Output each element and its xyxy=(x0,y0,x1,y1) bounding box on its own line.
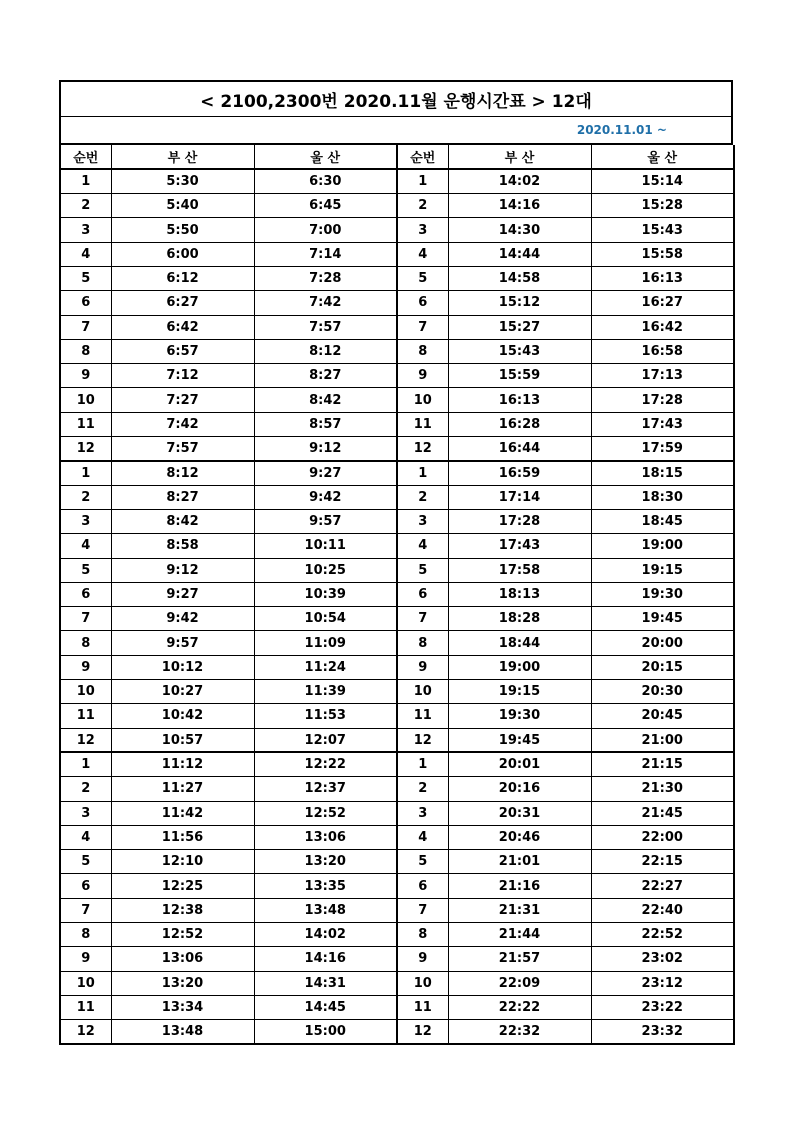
cell-seq-right: 3 xyxy=(397,218,448,242)
cell-ulsan-departure: 12:07 xyxy=(254,728,397,752)
cell-ulsan-departure-pm: 18:30 xyxy=(591,485,734,509)
cell-seq-left: 8 xyxy=(60,631,111,655)
cell-busan-departure-pm: 15:43 xyxy=(448,339,591,363)
cell-seq-left: 7 xyxy=(60,315,111,339)
table-row xyxy=(60,461,734,485)
cell-ulsan-departure-pm: 22:27 xyxy=(591,874,734,898)
cell-seq-left: 3 xyxy=(60,801,111,825)
cell-ulsan-departure: 9:12 xyxy=(254,437,397,461)
cell-ulsan-departure: 9:57 xyxy=(254,509,397,533)
cell-busan-departure: 6:57 xyxy=(111,339,254,363)
cell-busan-departure-pm: 21:01 xyxy=(448,850,591,874)
cell-busan-departure-pm: 16:13 xyxy=(448,388,591,412)
cell-seq-right: 8 xyxy=(397,631,448,655)
cell-busan-departure: 8:27 xyxy=(111,485,254,509)
cell-ulsan-departure: 14:31 xyxy=(254,971,397,995)
cell-seq-left: 11 xyxy=(60,412,111,436)
cell-seq-right: 12 xyxy=(397,728,448,752)
table-row xyxy=(60,777,734,801)
table-row xyxy=(60,995,734,1019)
cell-seq-right: 5 xyxy=(397,266,448,290)
cell-ulsan-departure: 10:54 xyxy=(254,607,397,631)
cell-busan-departure: 9:42 xyxy=(111,607,254,631)
cell-seq-right: 9 xyxy=(397,364,448,388)
cell-busan-departure: 12:52 xyxy=(111,923,254,947)
cell-ulsan-departure-pm: 22:00 xyxy=(591,825,734,849)
cell-busan-departure: 10:42 xyxy=(111,704,254,728)
cell-ulsan-departure: 7:42 xyxy=(254,291,397,315)
table-row xyxy=(60,752,734,776)
cell-ulsan-departure: 11:24 xyxy=(254,655,397,679)
cell-seq-right: 2 xyxy=(397,194,448,218)
cell-busan-departure: 13:48 xyxy=(111,1020,254,1044)
cell-seq-right: 4 xyxy=(397,242,448,266)
cell-seq-left: 7 xyxy=(60,898,111,922)
cell-ulsan-departure-pm: 16:27 xyxy=(591,291,734,315)
cell-seq-right: 11 xyxy=(397,995,448,1019)
cell-busan-departure: 13:06 xyxy=(111,947,254,971)
cell-busan-departure-pm: 21:16 xyxy=(448,874,591,898)
cell-seq-left: 1 xyxy=(60,461,111,485)
cell-seq-left: 4 xyxy=(60,825,111,849)
table-row xyxy=(60,218,734,242)
cell-ulsan-departure: 13:35 xyxy=(254,874,397,898)
timetable-sheet xyxy=(59,80,733,1045)
cell-ulsan-departure-pm: 17:13 xyxy=(591,364,734,388)
cell-busan-departure-pm: 18:28 xyxy=(448,607,591,631)
cell-busan-departure: 12:10 xyxy=(111,850,254,874)
cell-busan-departure-pm: 18:13 xyxy=(448,582,591,606)
cell-busan-departure-pm: 21:31 xyxy=(448,898,591,922)
cell-busan-departure: 7:12 xyxy=(111,364,254,388)
header-row xyxy=(60,145,734,169)
cell-busan-departure: 13:20 xyxy=(111,971,254,995)
header-ulsan-left: 울 산 xyxy=(254,145,397,169)
cell-ulsan-departure-pm: 19:30 xyxy=(591,582,734,606)
table-row xyxy=(60,364,734,388)
cell-busan-departure: 5:50 xyxy=(111,218,254,242)
cell-seq-right: 5 xyxy=(397,850,448,874)
table-row xyxy=(60,534,734,558)
cell-busan-departure: 11:27 xyxy=(111,777,254,801)
cell-busan-departure-pm: 16:28 xyxy=(448,412,591,436)
cell-ulsan-departure-pm: 18:15 xyxy=(591,461,734,485)
cell-ulsan-departure: 8:42 xyxy=(254,388,397,412)
cell-ulsan-departure: 13:20 xyxy=(254,850,397,874)
cell-seq-right: 6 xyxy=(397,291,448,315)
table-row xyxy=(60,437,734,461)
cell-ulsan-departure: 10:39 xyxy=(254,582,397,606)
cell-busan-departure: 11:56 xyxy=(111,825,254,849)
cell-busan-departure-pm: 19:00 xyxy=(448,655,591,679)
table-row xyxy=(60,607,734,631)
cell-busan-departure: 6:27 xyxy=(111,291,254,315)
cell-busan-departure-pm: 14:44 xyxy=(448,242,591,266)
cell-seq-left: 2 xyxy=(60,777,111,801)
cell-ulsan-departure: 8:27 xyxy=(254,364,397,388)
cell-seq-left: 12 xyxy=(60,1020,111,1044)
schedule-body xyxy=(60,169,734,1044)
cell-busan-departure-pm: 14:30 xyxy=(448,218,591,242)
table-row xyxy=(60,850,734,874)
table-row xyxy=(60,339,734,363)
cell-seq-left: 9 xyxy=(60,947,111,971)
cell-ulsan-departure: 8:57 xyxy=(254,412,397,436)
cell-ulsan-departure: 9:27 xyxy=(254,461,397,485)
cell-busan-departure: 10:57 xyxy=(111,728,254,752)
cell-seq-right: 9 xyxy=(397,655,448,679)
table-row xyxy=(60,485,734,509)
cell-ulsan-departure-pm: 21:15 xyxy=(591,752,734,776)
cell-ulsan-departure-pm: 23:32 xyxy=(591,1020,734,1044)
cell-ulsan-departure-pm: 21:45 xyxy=(591,801,734,825)
cell-busan-departure: 13:34 xyxy=(111,995,254,1019)
header-ulsan-right: 울 산 xyxy=(591,145,734,169)
schedule-table xyxy=(59,145,735,1045)
table-row xyxy=(60,558,734,582)
cell-ulsan-departure-pm: 21:00 xyxy=(591,728,734,752)
cell-ulsan-departure-pm: 22:40 xyxy=(591,898,734,922)
cell-busan-departure-pm: 15:59 xyxy=(448,364,591,388)
table-row xyxy=(60,388,734,412)
timetable-title: < 2100,2300번 2020.11월 운행시간표 > 12대 xyxy=(59,80,733,117)
cell-busan-departure: 11:12 xyxy=(111,752,254,776)
cell-busan-departure: 7:57 xyxy=(111,437,254,461)
table-row xyxy=(60,509,734,533)
cell-ulsan-departure-pm: 17:43 xyxy=(591,412,734,436)
effective-date: 2020.11.01 ~ xyxy=(576,123,667,137)
cell-busan-departure-pm: 20:31 xyxy=(448,801,591,825)
cell-seq-left: 4 xyxy=(60,534,111,558)
cell-seq-left: 8 xyxy=(60,339,111,363)
cell-seq-right: 2 xyxy=(397,777,448,801)
cell-seq-left: 12 xyxy=(60,437,111,461)
cell-seq-left: 6 xyxy=(60,582,111,606)
cell-seq-left: 11 xyxy=(60,995,111,1019)
cell-seq-right: 11 xyxy=(397,412,448,436)
cell-busan-departure-pm: 17:58 xyxy=(448,558,591,582)
cell-seq-left: 1 xyxy=(60,752,111,776)
cell-ulsan-departure: 13:06 xyxy=(254,825,397,849)
cell-busan-departure-pm: 14:58 xyxy=(448,266,591,290)
cell-busan-departure: 5:30 xyxy=(111,169,254,193)
cell-ulsan-departure-pm: 16:42 xyxy=(591,315,734,339)
cell-busan-departure-pm: 22:22 xyxy=(448,995,591,1019)
cell-seq-left: 11 xyxy=(60,704,111,728)
cell-busan-departure-pm: 19:45 xyxy=(448,728,591,752)
table-row xyxy=(60,1020,734,1044)
cell-ulsan-departure: 6:45 xyxy=(254,194,397,218)
cell-seq-right: 9 xyxy=(397,947,448,971)
cell-busan-departure: 12:38 xyxy=(111,898,254,922)
cell-busan-departure-pm: 22:32 xyxy=(448,1020,591,1044)
cell-busan-departure: 7:27 xyxy=(111,388,254,412)
cell-ulsan-departure-pm: 23:22 xyxy=(591,995,734,1019)
header-busan-left: 부 산 xyxy=(111,145,254,169)
table-row xyxy=(60,242,734,266)
cell-seq-left: 3 xyxy=(60,218,111,242)
table-row xyxy=(60,825,734,849)
cell-ulsan-departure-pm: 23:02 xyxy=(591,947,734,971)
cell-busan-departure-pm: 19:15 xyxy=(448,680,591,704)
cell-seq-right: 11 xyxy=(397,704,448,728)
cell-ulsan-departure-pm: 16:58 xyxy=(591,339,734,363)
cell-busan-departure: 6:00 xyxy=(111,242,254,266)
cell-busan-departure: 10:12 xyxy=(111,655,254,679)
cell-ulsan-departure-pm: 19:15 xyxy=(591,558,734,582)
cell-seq-right: 4 xyxy=(397,825,448,849)
cell-ulsan-departure-pm: 17:28 xyxy=(591,388,734,412)
header-busan-right: 부 산 xyxy=(448,145,591,169)
cell-ulsan-departure-pm: 21:30 xyxy=(591,777,734,801)
cell-ulsan-departure-pm: 20:00 xyxy=(591,631,734,655)
cell-ulsan-departure: 11:39 xyxy=(254,680,397,704)
cell-ulsan-departure: 14:16 xyxy=(254,947,397,971)
cell-seq-right: 3 xyxy=(397,801,448,825)
table-row xyxy=(60,582,734,606)
table-row xyxy=(60,704,734,728)
cell-busan-departure-pm: 15:27 xyxy=(448,315,591,339)
cell-ulsan-departure: 9:42 xyxy=(254,485,397,509)
cell-ulsan-departure: 8:12 xyxy=(254,339,397,363)
cell-ulsan-departure-pm: 15:14 xyxy=(591,169,734,193)
cell-ulsan-departure: 12:37 xyxy=(254,777,397,801)
cell-busan-departure: 9:12 xyxy=(111,558,254,582)
cell-busan-departure-pm: 15:12 xyxy=(448,291,591,315)
cell-busan-departure-pm: 14:16 xyxy=(448,194,591,218)
cell-busan-departure: 5:40 xyxy=(111,194,254,218)
cell-ulsan-departure: 7:00 xyxy=(254,218,397,242)
cell-seq-left: 5 xyxy=(60,558,111,582)
cell-seq-right: 7 xyxy=(397,898,448,922)
cell-ulsan-departure: 12:22 xyxy=(254,752,397,776)
table-row xyxy=(60,728,734,752)
table-row xyxy=(60,291,734,315)
cell-seq-left: 12 xyxy=(60,728,111,752)
cell-ulsan-departure-pm: 22:15 xyxy=(591,850,734,874)
cell-busan-departure: 7:42 xyxy=(111,412,254,436)
cell-ulsan-departure-pm: 22:52 xyxy=(591,923,734,947)
cell-ulsan-departure: 14:02 xyxy=(254,923,397,947)
cell-ulsan-departure-pm: 19:00 xyxy=(591,534,734,558)
cell-ulsan-departure-pm: 15:28 xyxy=(591,194,734,218)
table-row xyxy=(60,631,734,655)
cell-ulsan-departure: 10:25 xyxy=(254,558,397,582)
cell-seq-right: 8 xyxy=(397,339,448,363)
header-seq-left: 순번 xyxy=(60,145,111,169)
cell-seq-right: 12 xyxy=(397,1020,448,1044)
cell-seq-right: 10 xyxy=(397,680,448,704)
cell-seq-left: 3 xyxy=(60,509,111,533)
cell-seq-left: 10 xyxy=(60,680,111,704)
cell-busan-departure: 12:25 xyxy=(111,874,254,898)
table-row xyxy=(60,680,734,704)
cell-seq-left: 10 xyxy=(60,388,111,412)
cell-ulsan-departure: 7:28 xyxy=(254,266,397,290)
cell-ulsan-departure-pm: 17:59 xyxy=(591,437,734,461)
cell-ulsan-departure-pm: 15:58 xyxy=(591,242,734,266)
cell-seq-left: 2 xyxy=(60,485,111,509)
cell-busan-departure: 6:42 xyxy=(111,315,254,339)
cell-ulsan-departure-pm: 16:13 xyxy=(591,266,734,290)
cell-busan-departure-pm: 17:14 xyxy=(448,485,591,509)
cell-busan-departure: 8:58 xyxy=(111,534,254,558)
cell-seq-left: 6 xyxy=(60,291,111,315)
cell-busan-departure-pm: 19:30 xyxy=(448,704,591,728)
cell-seq-right: 5 xyxy=(397,558,448,582)
cell-busan-departure-pm: 22:09 xyxy=(448,971,591,995)
table-row xyxy=(60,194,734,218)
cell-seq-right: 6 xyxy=(397,874,448,898)
cell-ulsan-departure: 7:57 xyxy=(254,315,397,339)
cell-ulsan-departure: 11:53 xyxy=(254,704,397,728)
cell-seq-left: 6 xyxy=(60,874,111,898)
cell-seq-right: 6 xyxy=(397,582,448,606)
cell-ulsan-departure-pm: 19:45 xyxy=(591,607,734,631)
cell-busan-departure: 6:12 xyxy=(111,266,254,290)
cell-busan-departure-pm: 16:59 xyxy=(448,461,591,485)
cell-ulsan-departure: 7:14 xyxy=(254,242,397,266)
cell-busan-departure: 9:57 xyxy=(111,631,254,655)
cell-busan-departure: 8:12 xyxy=(111,461,254,485)
table-row xyxy=(60,412,734,436)
cell-busan-departure: 10:27 xyxy=(111,680,254,704)
table-row xyxy=(60,655,734,679)
cell-ulsan-departure-pm: 20:30 xyxy=(591,680,734,704)
cell-seq-right: 7 xyxy=(397,607,448,631)
cell-ulsan-departure-pm: 18:45 xyxy=(591,509,734,533)
cell-ulsan-departure-pm: 20:15 xyxy=(591,655,734,679)
cell-ulsan-departure: 14:45 xyxy=(254,995,397,1019)
cell-busan-departure: 11:42 xyxy=(111,801,254,825)
cell-busan-departure: 9:27 xyxy=(111,582,254,606)
table-row xyxy=(60,898,734,922)
cell-seq-right: 8 xyxy=(397,923,448,947)
cell-seq-left: 5 xyxy=(60,850,111,874)
cell-seq-right: 12 xyxy=(397,437,448,461)
table-row xyxy=(60,266,734,290)
cell-ulsan-departure: 6:30 xyxy=(254,169,397,193)
cell-seq-left: 9 xyxy=(60,364,111,388)
cell-seq-right: 7 xyxy=(397,315,448,339)
table-row xyxy=(60,801,734,825)
cell-busan-departure-pm: 17:43 xyxy=(448,534,591,558)
cell-seq-left: 8 xyxy=(60,923,111,947)
cell-busan-departure-pm: 16:44 xyxy=(448,437,591,461)
cell-seq-left: 1 xyxy=(60,169,111,193)
effective-date-row xyxy=(59,117,733,145)
cell-seq-right: 1 xyxy=(397,752,448,776)
cell-seq-right: 4 xyxy=(397,534,448,558)
cell-busan-departure-pm: 17:28 xyxy=(448,509,591,533)
cell-seq-left: 4 xyxy=(60,242,111,266)
cell-seq-right: 2 xyxy=(397,485,448,509)
cell-seq-right: 1 xyxy=(397,461,448,485)
cell-ulsan-departure: 11:09 xyxy=(254,631,397,655)
cell-seq-left: 9 xyxy=(60,655,111,679)
cell-busan-departure-pm: 20:16 xyxy=(448,777,591,801)
cell-ulsan-departure-pm: 23:12 xyxy=(591,971,734,995)
cell-seq-right: 1 xyxy=(397,169,448,193)
cell-busan-departure-pm: 21:57 xyxy=(448,947,591,971)
cell-busan-departure-pm: 14:02 xyxy=(448,169,591,193)
cell-seq-right: 3 xyxy=(397,509,448,533)
cell-ulsan-departure: 10:11 xyxy=(254,534,397,558)
table-row xyxy=(60,971,734,995)
cell-busan-departure-pm: 20:01 xyxy=(448,752,591,776)
cell-busan-departure-pm: 20:46 xyxy=(448,825,591,849)
cell-busan-departure: 8:42 xyxy=(111,509,254,533)
cell-seq-right: 10 xyxy=(397,971,448,995)
cell-ulsan-departure: 12:52 xyxy=(254,801,397,825)
cell-seq-left: 5 xyxy=(60,266,111,290)
cell-seq-left: 7 xyxy=(60,607,111,631)
cell-ulsan-departure: 15:00 xyxy=(254,1020,397,1044)
table-row xyxy=(60,169,734,193)
cell-ulsan-departure: 13:48 xyxy=(254,898,397,922)
cell-ulsan-departure-pm: 20:45 xyxy=(591,704,734,728)
header-seq-right: 순번 xyxy=(397,145,448,169)
cell-busan-departure-pm: 18:44 xyxy=(448,631,591,655)
table-row xyxy=(60,923,734,947)
cell-busan-departure-pm: 21:44 xyxy=(448,923,591,947)
table-row xyxy=(60,947,734,971)
cell-seq-right: 10 xyxy=(397,388,448,412)
table-row xyxy=(60,874,734,898)
table-row xyxy=(60,315,734,339)
cell-seq-left: 2 xyxy=(60,194,111,218)
cell-seq-left: 10 xyxy=(60,971,111,995)
cell-ulsan-departure-pm: 15:43 xyxy=(591,218,734,242)
